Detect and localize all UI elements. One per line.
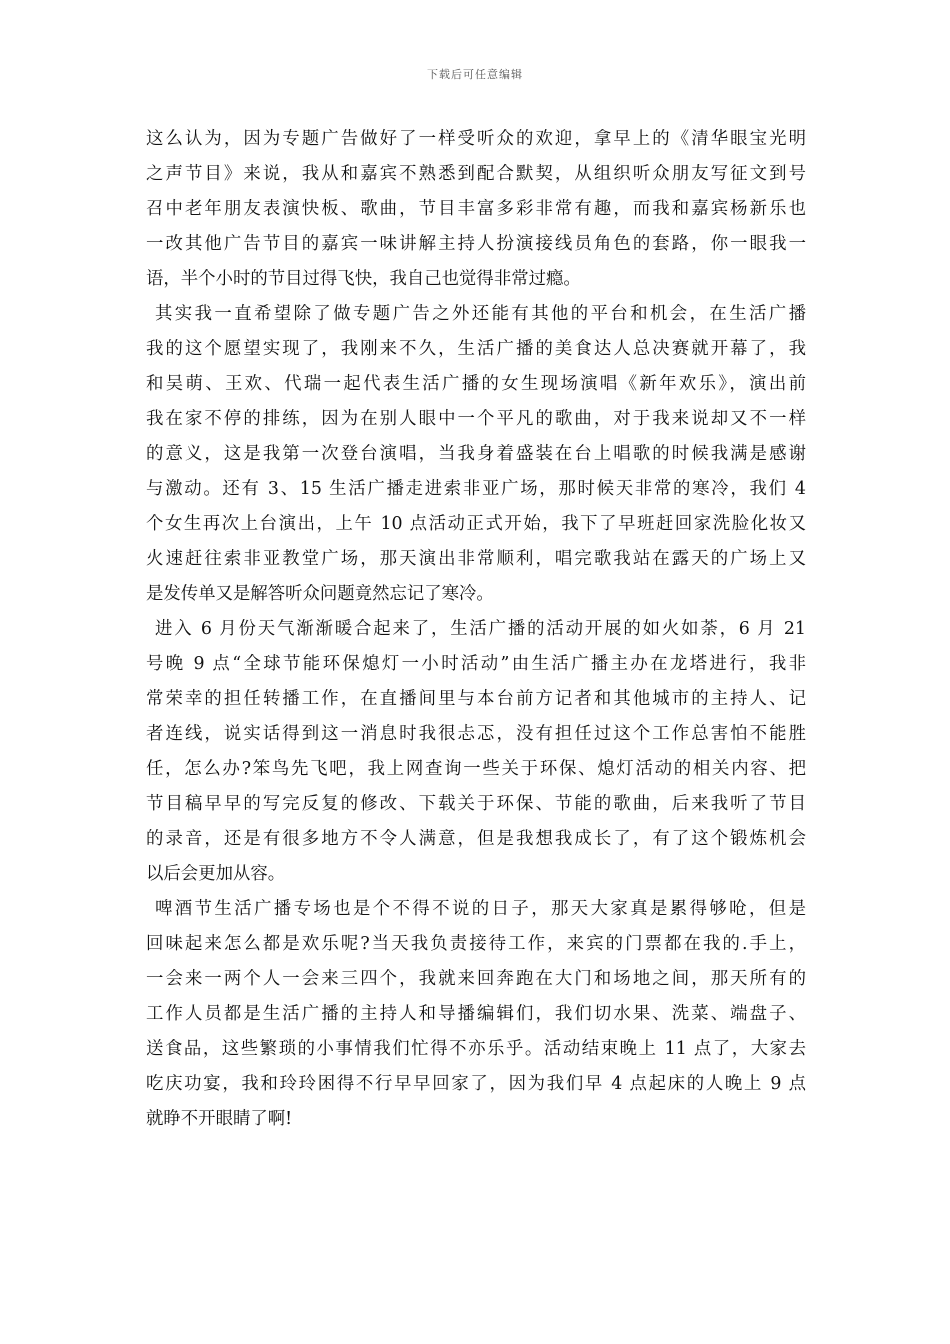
text-line: 的录音，还是有很多地方不令人满意，但是我想我成长了，有了这个锻炼机会	[146, 829, 806, 849]
text-line: 送食品，这些繁琐的小事情我们忙得不亦乐乎。活动结束晚上 11 点了，大家去	[146, 1039, 806, 1059]
text-line: 语，半个小时的节目过得飞快，我自己也觉得非常过瘾。	[146, 269, 581, 289]
text-line: 我在家不停的排练，因为在别人眼中一个平凡的歌曲，对于我来说却又不一样	[146, 409, 806, 429]
text-line: 进入 6 月份天气渐渐暖合起来了，生活广播的活动开展的如火如荼，6 月 21	[155, 619, 806, 639]
text-line: 号晚 9 点“全球节能环保熄灯一小时活动”由生活广播主办在龙塔进行，我非	[146, 654, 806, 674]
text-line: 之声节目》来说，我从和嘉宾不熟悉到配合默契，从组织听众朋友写征文到号	[146, 164, 806, 184]
text-line: 者连线，说实话得到这一消息时我很忐忑，没有担任过这个工作总害怕不能胜	[146, 724, 806, 744]
document-body	[146, 122, 806, 1137]
text-line: 常荣幸的担任转播工作，在直播间里与本台前方记者和其他城市的主持人、记	[146, 689, 806, 709]
paragraph-2	[146, 297, 806, 612]
text-line: 就睁不开眼睛了啊!	[146, 1109, 293, 1129]
paragraph-4	[146, 892, 806, 1137]
text-line: 工作人员都是生活广播的主持人和导播编辑们，我们切水果、洗菜、端盘子、	[146, 1004, 806, 1024]
text-line: 节目稿早早的写完反复的修改、下载关于环保、节能的歌曲，后来我听了节目	[146, 794, 806, 814]
text-line: 与激动。还有 3、15 生活广播走进索非亚广场，那时候天非常的寒冷，我们 4	[146, 479, 806, 499]
text-line: 以后会更加从容。	[146, 864, 286, 884]
text-line: 的意义，这是我第一次登台演唱，当我身着盛装在台上唱歌的时候我满是感谢	[146, 444, 806, 464]
text-line: 吃庆功宴，我和玲玲困得不行早早回家了，因为我们早 4 点起床的人晚上 9 点	[146, 1074, 806, 1094]
text-line: 是发传单又是解答听众问题竟然忘记了寒冷。	[146, 584, 494, 604]
text-line: 任，怎么办?笨鸟先飞吧，我上网查询一些关于环保、熄灯活动的相关内容、把	[146, 759, 806, 779]
text-line: 召中老年朋友表演快板、歌曲，节目丰富多彩非常有趣，而我和嘉宾杨新乐也	[146, 199, 806, 219]
text-line: 一会来一两个人一会来三四个，我就来回奔跑在大门和场地之间，那天所有的	[146, 969, 806, 989]
page-header: 下载后可任意编辑	[427, 68, 523, 81]
text-line: 其实我一直希望除了做专题广告之外还能有其他的平台和机会，在生活广播	[155, 304, 806, 324]
text-line: 火速赶往索非亚教堂广场，那天演出非常顺利，唱完歌我站在露天的广场上又	[146, 549, 806, 569]
text-line: 回味起来怎么都是欢乐呢?当天我负责接待工作，来宾的门票都在我的.手上，	[146, 934, 806, 954]
paragraph-1	[146, 122, 806, 297]
text-line: 这么认为，因为专题广告做好了一样受听众的欢迎，拿早上的《清华眼宝光明	[146, 129, 806, 149]
text-line: 啤酒节生活广播专场也是个不得不说的日子，那天大家真是累得够呛，但是	[155, 899, 806, 919]
text-line: 个女生再次上台演出，上午 10 点活动正式开始，我下了早班赶回家洗脸化妆又	[146, 514, 806, 534]
text-line: 一改其他广告节目的嘉宾一味讲解主持人扮演接线员角色的套路，你一眼我一	[146, 234, 806, 254]
text-line: 我的这个愿望实现了，我刚来不久，生活广播的美食达人总决赛就开幕了，我	[146, 339, 806, 359]
text-line: 和吴萌、王欢、代瑞一起代表生活广播的女生现场演唱《新年欢乐》，演出前	[146, 374, 806, 394]
paragraph-3	[146, 612, 806, 892]
